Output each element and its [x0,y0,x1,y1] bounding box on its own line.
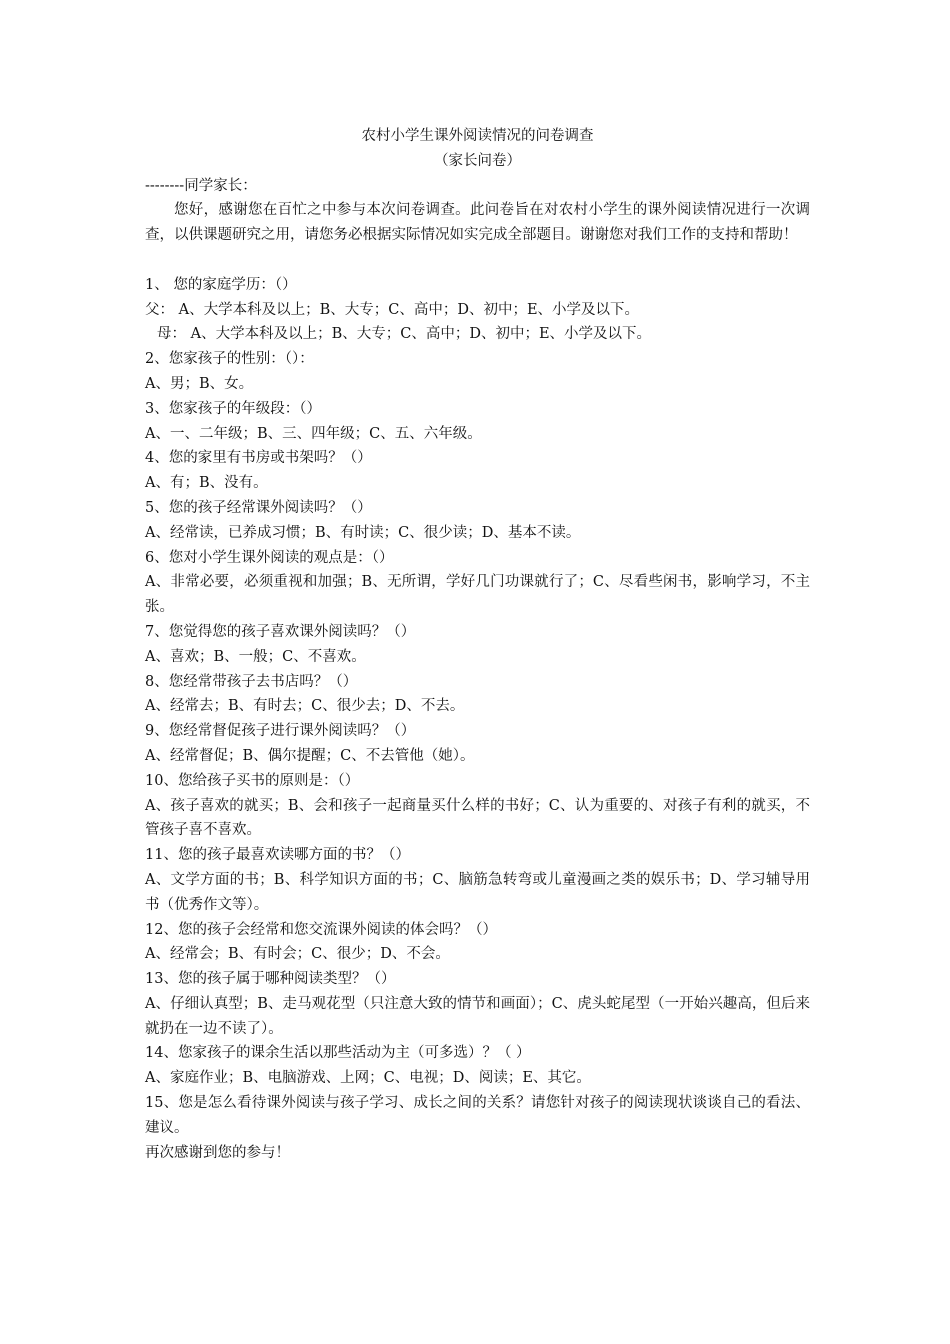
question-11-options: A、文学方面的书；B、科学知识方面的书；C、脑筋急转弯或儿童漫画之类的娱乐书；D、学习辅导用书（优秀作文等）。 [145,871,810,913]
question-4-options: A、有；B、没有。 [145,475,268,492]
question-10-options: A、孩子喜欢的就买；B、会和孩子一起商量买什么样的书好；C、认为重要的、对孩子有利的就买，不管孩子喜不喜欢。 [145,797,810,839]
question-3-options: A、一、二年级；B、三、四年级；C、五、六年级。 [145,425,482,442]
question-11: 11、您的孩子最喜欢读哪方面的书？（） [145,847,410,864]
question-13-options: A、仔细认真型；B、走马观花型（只注意大致的情节和画面）；C、虎头蛇尾型（一开始兴趣高，但后来就扔在一边不读了）。 [145,995,810,1037]
question-3: 3、您家孩子的年级段：（） [145,400,321,417]
greeting: --------同学家长： [145,177,257,194]
question-12: 12、您的孩子会经常和您交流课外阅读的体会吗？（） [145,921,497,938]
question-2-options: A、男；B、女。 [145,375,254,392]
question-10: 10、您给孩子买书的原则是：（） [145,772,360,789]
question-6-options: A、非常必要，必须重视和加强；B、无所谓，学好几门功课就行了；C、尽看些闲书，影响学习，不主张。 [145,574,810,616]
question-2: 2、您家孩子的性别：（）： [145,351,314,368]
closing-note: 再次感谢到您的参与！ [145,1144,290,1161]
question-8-options: A、经常去；B、有时去；C、很少去；D、不去。 [145,698,465,715]
question-1: 1、 您的家庭学历：（） [145,276,297,293]
question-9: 9、您经常督促孩子进行课外阅读吗？（） [145,723,416,740]
question-4: 4、您的家里有书房或书架吗？（） [145,450,372,467]
questionnaire-page [145,124,810,1165]
question-6: 6、您对小学生课外阅读的观点是：（） [145,549,394,566]
page-title: 农村小学生课外阅读情况的问卷调查 [361,128,594,144]
question-1-father-options: 父： A、大学本科及以上；B、大专；C、高中；D、初中；E、小学及以下。 [145,301,640,318]
question-5: 5、您的孩子经常课外阅读吗？（） [145,499,372,516]
question-13: 13、您的孩子属于哪种阅读类型？（） [145,971,396,988]
blank-line [145,248,810,273]
question-9-options: A、经常督促；B、偶尔提醒；C、不去管他（她）。 [145,747,475,764]
intro-paragraph: 您好，感谢您在百忙之中参与本次问卷调查。此问卷旨在对农村小学生的课外阅读情况进行一次调查，以供课题研究之用，请您务必根据实际情况如实完成全部题目。谢谢您对我们工作的支持和帮助！ [145,202,810,244]
question-7-options: A、喜欢；B、一般；C、不喜欢。 [145,648,366,665]
question-5-options: A、经常读，已养成习惯；B、有时读；C、很少读；D、基本不读。 [145,524,581,541]
question-15: 15、您是怎么看待课外阅读与孩子学习、成长之间的关系？请您针对孩子的阅读现状谈谈自己的看法、建议。 [145,1095,810,1136]
question-8: 8、您经常带孩子去书店吗？（） [145,673,358,690]
question-14-options: A、家庭作业；B、电脑游戏、上网；C、电视；D、阅读；E、其它。 [145,1070,591,1087]
page-subtitle: （家长问卷） [434,152,521,169]
question-7: 7、您觉得您的孩子喜欢课外阅读吗？（） [145,623,416,640]
question-14: 14、您家孩子的课余生活以那些活动为主（可多选）？（ ） [145,1045,531,1062]
question-12-options: A、经常会；B、有时会；C、很少；D、不会。 [145,946,450,963]
question-1-mother-options: 母： A、大学本科及以上；B、大专；C、高中；D、初中；E、小学及以下。 [157,326,652,343]
